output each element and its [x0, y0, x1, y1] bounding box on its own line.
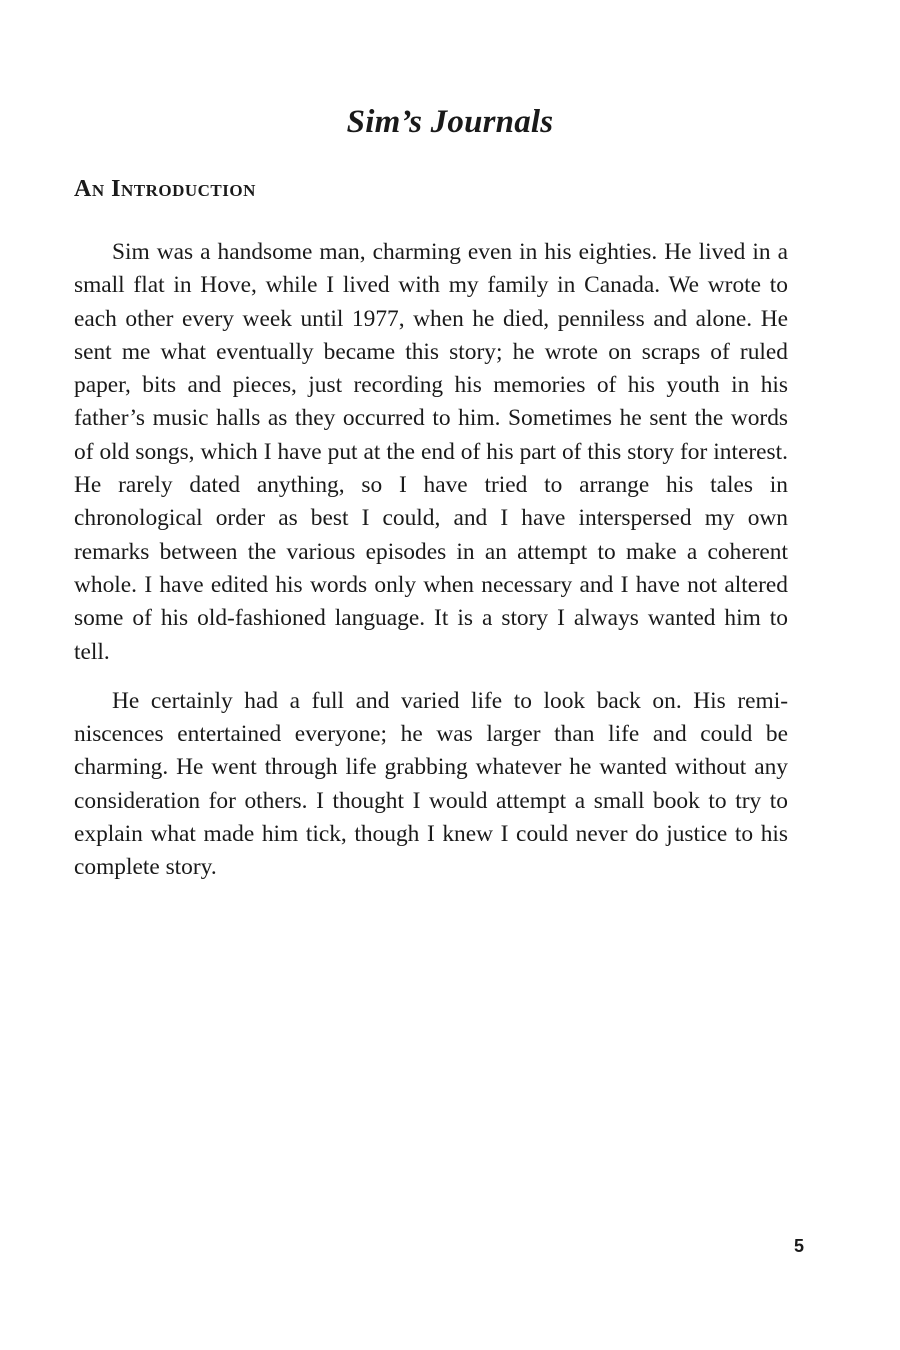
- page-number: 5: [793, 1236, 804, 1256]
- paragraph: He certainly had a full and varied life to look back on. His reminiscences entertained everyone; he was larger than life and could be charming. He went through life grabbing whatever he wanted without any consideration for others. I thought I would attempt a small book to try to explain what made him tick, though I knew I could never do justice to his complete story.: [74, 687, 788, 881]
- paragraph: Sim was a handsome man, charming even in his eighties. He lived in a small flat in Hove, while I lived with my family in Canada. We wrote to each other every week until 1977, when he died, penniless and alone. He sent me what eventually became this story; he wrote on scraps of ruled paper, bits and pieces, just recording his memories of his youth in his father’s music halls as they occurred to him. Sometimes he sent the words of old songs, which I have put at the end of his part of this story for interest. He rarely dated anything, so I have tried to arrange his tales in chronological order as best I could, and I have interspersed my own remarks between the various episodes in an attempt to make a coherent whole. I have edited his words only when necessary and I have not altered some of his old-fashioned language. It is a story I always wanted him to tell.: [74, 239, 788, 665]
- body-text: [74, 236, 788, 901]
- section-heading: An Introduction: [74, 176, 256, 202]
- chapter-title: Sim’s Journals: [346, 104, 554, 140]
